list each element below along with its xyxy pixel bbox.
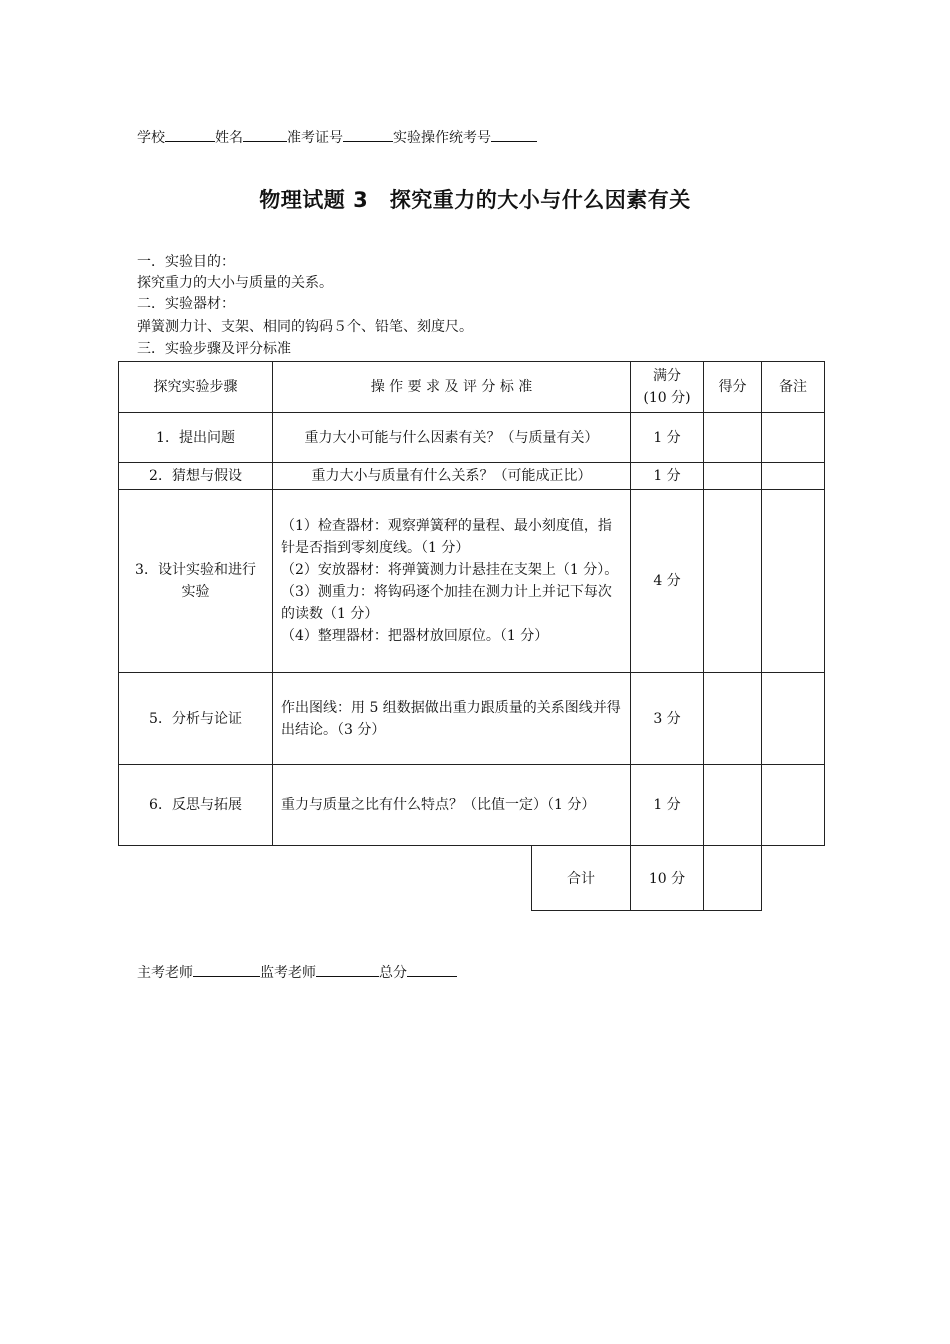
note-cell[interactable] (762, 490, 825, 673)
table-row (119, 463, 825, 490)
school-label: 学校 (137, 130, 165, 146)
note-cell[interactable] (762, 765, 825, 846)
criteria-item: （3）测重力：将钩码逐个加挂在测力计上并记下每次的读数（1 分） (281, 584, 612, 622)
header-full-score-line1: 满分 (653, 368, 681, 384)
table-header-row (119, 362, 825, 413)
proctor-label: 监考老师 (260, 965, 316, 981)
criteria-cell: 作出图线：用 5 组数据做出重力跟质量的关系图线并得出结论。（3 分） (273, 673, 631, 765)
purpose-text: 探究重力的大小与质量的关系。 (137, 275, 333, 291)
header-full-score (631, 362, 704, 413)
note-cell[interactable] (762, 463, 825, 490)
criteria-item: （2）安放器材：将弹簧测力计悬挂在支架上（1 分）。 (281, 562, 619, 578)
page-title: 物理试题 3 探究重力的大小与什么因素有关 (259, 188, 691, 212)
score-cell[interactable] (704, 413, 762, 463)
experiment-id-label: 实验操作统考号 (393, 130, 491, 146)
header-full-score-line2: (10 分) (643, 390, 691, 406)
school-blank[interactable] (165, 129, 215, 142)
exam-header-line (137, 127, 537, 147)
experiment-id-blank[interactable] (491, 129, 537, 142)
equipment-text: 弹簧测力计、支架、相同的钩码５个、铅笔、刻度尺。 (137, 319, 473, 335)
chief-examiner-label: 主考老师 (137, 965, 193, 981)
name-label: 姓名 (215, 130, 243, 146)
criteria-cell: 重力与质量之比有什么特点？（比值一定）（1 分） (273, 765, 631, 846)
table-row (119, 413, 825, 463)
score-cell[interactable] (704, 490, 762, 673)
step-cell: 1．提出问题 (119, 413, 273, 463)
table-row (119, 765, 825, 846)
exam-id-label: 准考证号 (287, 130, 343, 146)
header-note: 备注 (762, 362, 825, 413)
exam-id-blank[interactable] (343, 129, 393, 142)
total-label: 合计 (532, 846, 631, 911)
points-cell: 4 分 (631, 490, 704, 673)
total-points: 10 分 (631, 846, 704, 911)
chief-examiner-blank[interactable] (193, 964, 260, 977)
note-cell[interactable] (762, 413, 825, 463)
total-score-label: 总分 (379, 965, 407, 981)
proctor-blank[interactable] (316, 964, 379, 977)
steps-heading: 三．实验步骤及评分标准 (137, 341, 291, 357)
header-criteria: 操 作 要 求 及 评 分 标 准 (273, 362, 631, 413)
equipment-heading: 二．实验器材： (137, 296, 235, 312)
step-cell: 6．反思与拓展 (119, 765, 273, 846)
points-cell: 1 分 (631, 765, 704, 846)
score-cell[interactable] (704, 463, 762, 490)
table-row (119, 673, 825, 765)
signature-line (137, 962, 457, 982)
total-row (531, 845, 762, 911)
score-cell[interactable] (704, 673, 762, 765)
total-score-blank[interactable] (407, 964, 457, 977)
criteria-cell: 重力大小可能与什么因素有关？（与质量有关） (273, 413, 631, 463)
step-cell: 2．猜想与假设 (119, 463, 273, 490)
header-score: 得分 (704, 362, 762, 413)
total-score-cell[interactable] (704, 846, 762, 911)
purpose-heading: 一．实验目的： (137, 254, 235, 270)
points-cell: 1 分 (631, 463, 704, 490)
note-cell[interactable] (762, 673, 825, 765)
table-row (119, 490, 825, 673)
points-cell: 3 分 (631, 673, 704, 765)
criteria-cell: 重力大小与质量有什么关系？（可能成正比） (273, 463, 631, 490)
criteria-item: （1）检查器材：观察弹簧秤的量程、最小刻度值，指针是否指到零刻度线。（1 分） (281, 518, 612, 556)
step-cell: 5．分析与论证 (119, 673, 273, 765)
step-cell: 3．设计实验和进行实验 (119, 490, 273, 673)
score-cell[interactable] (704, 765, 762, 846)
points-cell: 1 分 (631, 413, 704, 463)
scoring-table (118, 361, 825, 846)
criteria-item: （4）整理器材：把器材放回原位。（1 分） (281, 628, 549, 644)
name-blank[interactable] (243, 129, 287, 142)
header-step: 探究实验步骤 (119, 362, 273, 413)
criteria-cell (273, 490, 631, 673)
